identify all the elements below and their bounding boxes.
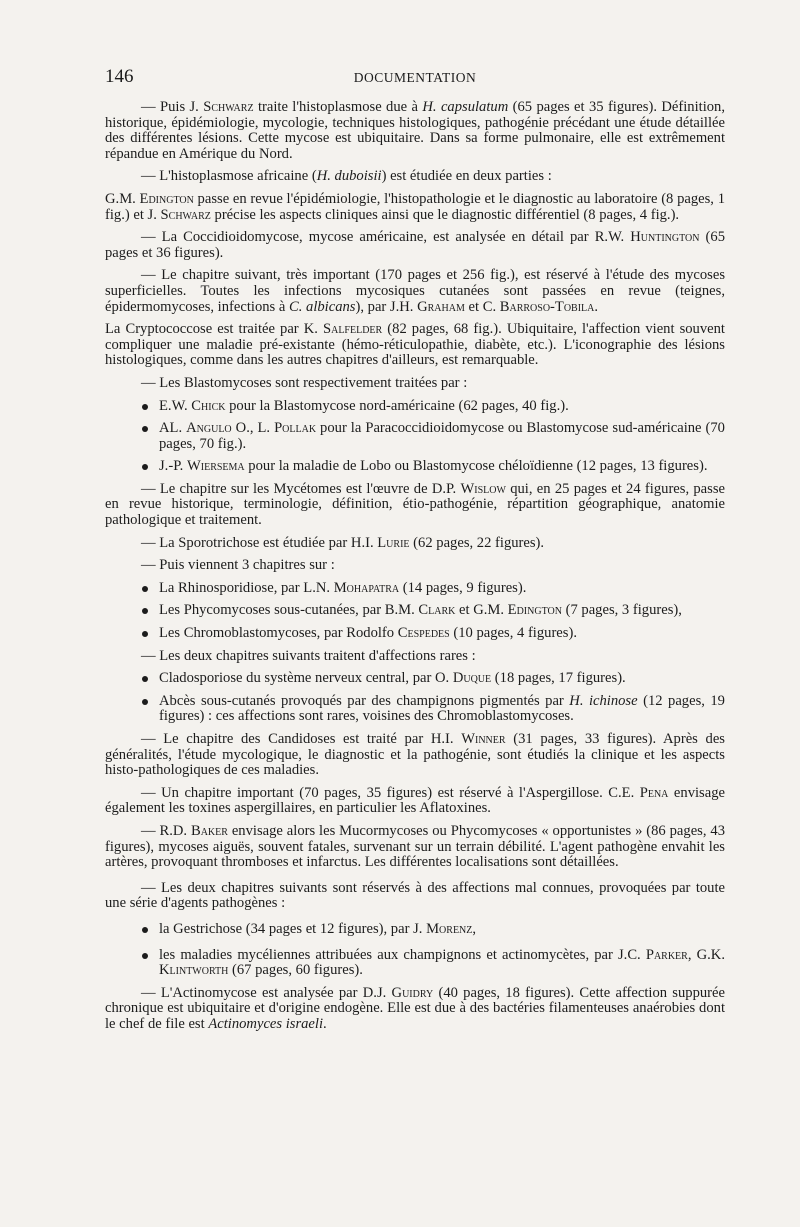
bullet-icon	[142, 608, 148, 614]
paragraph: La Cryptococcose est traitée par K. Salfelder (82 pages, 68 fig.). Ubiquitaire, l'affection vient souvent compliquer une maladie pré-existante (hémo-réticulopathie, diabète, etc.). L'iconographie des lésions histologiques, comme dans les autres chapitres d'ailleurs, est remarquable.	[105, 321, 725, 369]
paragraph: — La Sporotrichose est étudiée par H.I. Lurie (62 pages, 22 figures).	[141, 534, 545, 551]
page-body	[105, 100, 725, 1033]
bullet-item	[105, 694, 725, 725]
bullet-text: les maladies mycéliennes attribuées aux champignons et actinomycètes, par J.C. Parker, G.K. Klintworth (67 pages, 60 figures).	[159, 946, 725, 979]
bullet-item	[105, 948, 725, 979]
page-number: 146	[105, 66, 134, 87]
bullet-item	[105, 922, 725, 938]
running-title: DOCUMENTATION	[353, 70, 477, 85]
paragraph: — L'Actinomycose est analysée par D.J. Guidry (40 pages, 18 figures). Cette affection suppurée chronique est ubiquitaire et d'origine endogène. Elle est due à des bactéries filamenteuses anaérobies dont le chef de file est Actinomyces israeli.	[105, 984, 725, 1032]
bullet-item	[105, 603, 725, 619]
bullet-text: La Rhinosporidiose, par L.N. Mohapatra (14 pages, 9 figures).	[159, 579, 527, 596]
paragraph: — Le chapitre des Candidoses est traité par H.I. Winner (31 pages, 33 figures). Après des généralités, l'étude mycologique, le diagnostic et la pathogénie, sont étudiés la clinique et les aspects histo-pathologiques de ces maladies.	[105, 731, 725, 779]
bullet-item	[105, 421, 725, 452]
bullet-text: Les Phycomycoses sous-cutanées, par B.M. Clark et G.M. Edington (7 pages, 3 figures),	[159, 602, 682, 619]
bullet-icon	[142, 426, 148, 432]
bullet-text: E.W. Chick pour la Blastomycose nord-américaine (62 pages, 40 fig.).	[159, 397, 569, 414]
paragraph: — L'histoplasmose africaine (H. duboisii) est étudiée en deux parties :	[141, 168, 552, 185]
bullet-icon	[142, 404, 148, 410]
bullet-icon	[142, 699, 148, 705]
bullet-text: AL. Angulo O., L. Pollak pour la Paracoccidioidomycose ou Blastomycose sud-américaine (70 pages, 70 fig.).	[159, 420, 725, 452]
paragraph: — Les Blastomycoses sont respectivement traitées par :	[141, 374, 468, 391]
bullet-icon	[142, 631, 148, 637]
paragraph: — R.D. Baker envisage alors les Mucormycoses ou Phycomycoses « opportunistes » (86 pages, 43 figures), mycoses aiguës, souvent fatales, survenant sur un terrain débilité. L'agent pathogène envahit les artères, provoquant thromboses et infarctus. Les différentes localisations sont détaillées.	[105, 822, 725, 871]
paragraph: G.M. Edington passe en revue l'épidémiologie, l'histopathologie et le diagnostic au laboratoire (8 pages, 1 fig.) et J. Schwarz précise les aspects cliniques ainsi que le diagnostic différentiel (8 pages, 4 fig.).	[105, 190, 725, 223]
bullet-item	[105, 459, 725, 475]
paragraph: — Les deux chapitres suivants sont réservés à des affections mal connues, provoquées par toute une série d'agents pathogènes :	[105, 879, 725, 912]
paragraph: — Le chapitre sur les Mycétomes est l'œuvre de D.P. Wislow qui, en 25 pages et 24 figures, passe en revue historique, terminologie, définition, étio-pathogénie, répartition géographique, anatomie pathologique et traitement.	[105, 480, 725, 529]
paragraph: — Un chapitre important (70 pages, 35 figures) est réservé à l'Aspergillose. C.E. Pena envisage également les toxines aspergillaires, en particulier les Aflatoxines.	[105, 784, 725, 817]
bullet-icon	[142, 953, 148, 959]
page-header	[105, 66, 725, 90]
paragraph: — Puis J. Schwarz traite l'histoplasmose due à H. capsulatum (65 pages et 35 figures). Définition, historique, épidémiologie, mycologie, techniques histologiques, pathogénie précédant une étude détaillée des différentes lésions. Cette mycose est ubiquitaire. Dans sa forme pulmonaire, elle est extrêmement répandue en Amérique du Nord.	[105, 99, 725, 162]
bullet-text: J.-P. Wiersema pour la maladie de Lobo ou Blastomycose chéloïdienne (12 pages, 13 figures).	[159, 458, 708, 475]
bullet-item	[105, 581, 725, 597]
bullet-item	[105, 626, 725, 642]
bullet-text: Les Chromoblastomycoses, par Rodolfo Cespedes (10 pages, 4 figures).	[159, 625, 577, 642]
paragraph: — La Coccidioidomycose, mycose américaine, est analysée en détail par R.W. Huntington (65 pages et 36 figures).	[105, 229, 726, 261]
bullet-text: Cladosporiose du système nerveux central, par O. Duque (18 pages, 17 figures).	[159, 670, 626, 687]
bullet-icon	[142, 676, 148, 682]
bullet-item	[105, 399, 725, 415]
bullet-icon	[142, 464, 148, 470]
bullet-icon	[142, 927, 148, 933]
bullet-item	[105, 671, 725, 687]
paragraph: — Les deux chapitres suivants traitent d'affections rares :	[141, 647, 476, 664]
bullet-icon	[142, 586, 148, 592]
bullet-text: Abcès sous-cutanés provoqués par des champignons pigmentés par H. ichinose (12 pages, 19 figures) : ces affections sont rares, voisines des Chromoblastomycoses.	[159, 692, 725, 725]
paragraph: — Le chapitre suivant, très important (170 pages et 256 fig.), est réservé à l'étude des mycoses superficielles. Toutes les infections mycosiques cutanées sont passées en revue (teignes, épidermomycoses, infections à C. albicans), par J.H. Graham et C. Barroso-Tobila.	[105, 267, 725, 315]
bullet-text: la Gestrichose (34 pages et 12 figures), par J. Morenz,	[159, 920, 477, 937]
paragraph: — Puis viennent 3 chapitres sur :	[141, 557, 335, 574]
